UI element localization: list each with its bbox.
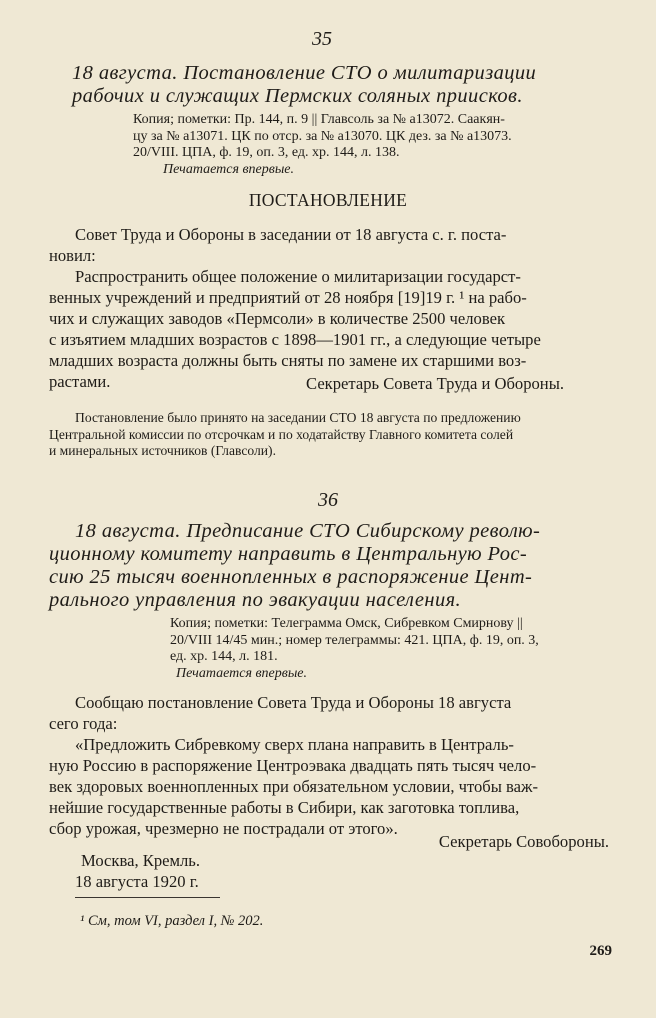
body-line: ную Россию в распоряжение Центроэвака двадцать пять тысяч чело- (49, 756, 537, 775)
document-35-archive-meta (133, 112, 611, 178)
body-line: растами. (49, 372, 111, 391)
body-line: Совет Труда и Обороны в заседании от 18 августа с. г. поста- (75, 225, 507, 244)
document-number-36: 36 (318, 489, 338, 511)
body-line: Сообщаю постановление Совета Труда и Обороны 18 августа (75, 693, 512, 712)
footnote: ¹ См, том VI, раздел I, № 202. (80, 913, 264, 929)
title-line: сию 25 тысяч военнопленных в распоряжение Цент- (49, 566, 533, 588)
body-line: нейшие государственные работы в Сибири, как заготовка топлива, (49, 798, 520, 817)
note-line: Центральной комиссии по отсрочкам и по ходатайству Главного комитета солей (49, 426, 514, 442)
body-line: век здоровых военнопленных при обязательном условии, чтобы важ- (49, 777, 539, 796)
body-line: с изъятием младших возрастов с 1898—1901 гг., а следующие четыре (49, 330, 541, 349)
body-line: чих и служащих заводов «Пермсоли» в количестве 2500 человек (49, 309, 506, 328)
meta-line: ед. хр. 144, л. 181. (170, 649, 278, 664)
first-print-note: Печатается впервые. (163, 161, 295, 177)
page-number: 269 (589, 943, 612, 959)
body-line: «Предложить Сибревкому сверх плана направить в Централь- (75, 735, 514, 754)
document-35-body (49, 224, 611, 392)
document-36-body (49, 692, 611, 839)
title-line: ционному комитету направить в Центральную Рос- (49, 543, 528, 565)
meta-line: Копия; пометки: Телеграмма Омск, Сибревком Смирнову || (170, 616, 523, 631)
body-line: сего года: (49, 714, 118, 733)
note-line: и минеральных источников (Главсоли). (49, 443, 276, 458)
document-35-editorial-note (49, 410, 611, 460)
body-line: Распространить общее положение о милитаризации государст- (75, 267, 521, 286)
document-35-signature: Секретарь Совета Труда и Обороны. (306, 374, 564, 393)
decree-heading: ПОСТАНОВЛЕНИЕ (248, 190, 408, 210)
first-print-note: Печатается впервые. (176, 665, 308, 681)
note-line: Постановление было принято на заседании СТО 18 августа по предложению (75, 410, 521, 425)
body-line: новил: (49, 246, 96, 265)
title-line: 18 августа. Предписание СТО Сибирскому револю- (75, 520, 541, 542)
title-line: рабочих и служащих Пермских соляных приисков. (72, 85, 523, 107)
meta-line: 20/VIII 14/45 мин.; номер телеграммы: 421. ЦПА, ф. 19, оп. 3, (170, 632, 539, 648)
title-line: рального управления по эвакуации населения. (49, 589, 462, 611)
footnote-divider (75, 897, 220, 898)
document-number-35: 35 (312, 28, 332, 50)
body-line: младших возраста должны быть сняты по замене их старшими воз- (49, 351, 527, 370)
document-36-title (49, 520, 611, 612)
meta-line: Копия; пометки: Пр. 144, п. 9 || Главсоль за № а13072. Саакян- (133, 112, 505, 127)
title-line: 18 августа. Постановление СТО о милитаризации (72, 62, 537, 84)
document-36-signature: Секретарь Совобороны. (438, 832, 609, 851)
body-line: венных учреждений и предприятий от 28 ноября [19]19 г. ¹ на рабо- (49, 288, 527, 307)
document-36-date: 18 августа 1920 г. (75, 872, 199, 891)
document-36-place: Москва, Кремль. (81, 851, 200, 870)
document-35-title (72, 62, 612, 108)
meta-line: 20/VIII. ЦПА, ф. 19, оп. 3, ед. хр. 144, л. 138. (133, 145, 400, 160)
document-36-archive-meta (170, 616, 612, 682)
body-line: сбор урожая, чрезмерно не пострадали от этого». (49, 819, 398, 838)
meta-line: цу за № а13071. ЦК по отср. за № а13070. ЦК дез. за № а13073. (133, 128, 512, 144)
